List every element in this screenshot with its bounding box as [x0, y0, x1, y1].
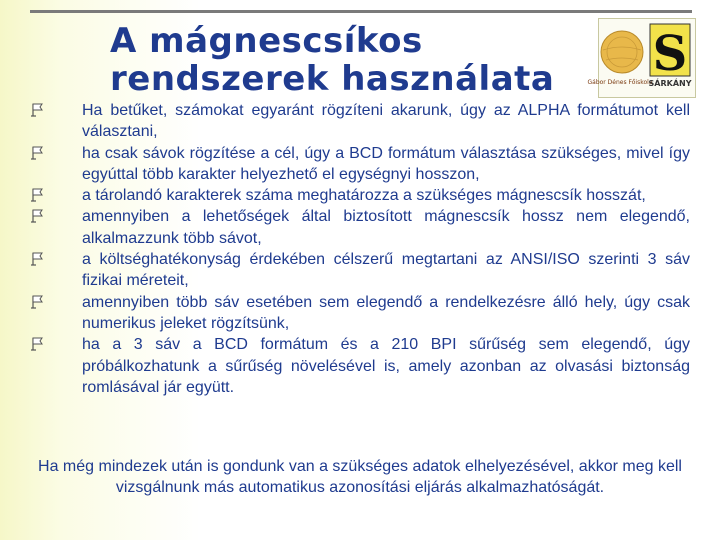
slide-title-line-2: rendszerek használata	[110, 59, 555, 99]
list-item	[30, 143, 690, 186]
flag-icon	[30, 102, 46, 118]
bullet-list	[30, 100, 690, 398]
flag-icon	[30, 336, 46, 352]
closing-paragraph: Ha még mindezek után is gondunk van a szükséges adatok elhelyezésével, akkor meg kell vizsgálnunk más automatikus azonosítási eljárás alkalmazhatóságát.	[38, 458, 682, 497]
slide-title-line-1: A mágnescsíkos	[110, 21, 423, 61]
flag-icon	[30, 187, 46, 203]
list-item	[30, 249, 690, 292]
flag-icon	[30, 208, 46, 224]
flag-icon	[30, 145, 46, 161]
top-divider	[30, 10, 692, 13]
bullet-text: a tárolandó karakterek száma meghatározza a szükséges mágnescsík hosszát,	[82, 187, 646, 205]
flag-icon	[30, 294, 46, 310]
logo-image	[587, 18, 696, 98]
slide-title	[110, 22, 580, 98]
bullet-text: amennyiben több sáv esetében sem elegendő a rendelkezésre álló hely, úgy csak numerikus jeleket rögzítsünk,	[82, 293, 690, 332]
list-item	[30, 292, 690, 335]
bullet-text: Ha betűket, számokat egyaránt rögzíteni akarunk, úgy az ALPHA formátumot kell választani,	[82, 102, 690, 141]
bullet-text: amennyiben a lehetőségek által biztosított mágnescsík hossz nem elegendő, alkalmazzunk több sávot,	[82, 208, 690, 247]
logo-right-text: SÁRKÁNY	[648, 79, 692, 88]
bullet-text: ha a 3 sáv a BCD formátum és a 210 BPI sűrűség sem elegendő, úgy próbálkozhatunk a sűrűség növelésével is, amely azonban az olvasási biztonság romlásával jár együtt.	[82, 336, 690, 396]
logo-letter: S	[652, 26, 688, 82]
list-item	[30, 185, 690, 206]
logo	[587, 18, 696, 98]
logo-left-text: Gábor Dénes Főiskola	[587, 79, 653, 86]
list-item	[30, 206, 690, 249]
list-item	[30, 334, 690, 398]
flag-icon	[30, 251, 46, 267]
bullet-text: ha csak sávok rögzítése a cél, úgy a BCD formátum választása szükséges, mivel így egyúttal több karakter helyezhető el egységnyi hosszon,	[82, 144, 690, 183]
bullet-text: a költséghatékonyság érdekében célszerű megtartani az ANSI/ISO szerinti 3 sáv fizikai méreteit,	[82, 251, 690, 290]
list-item	[30, 100, 690, 143]
